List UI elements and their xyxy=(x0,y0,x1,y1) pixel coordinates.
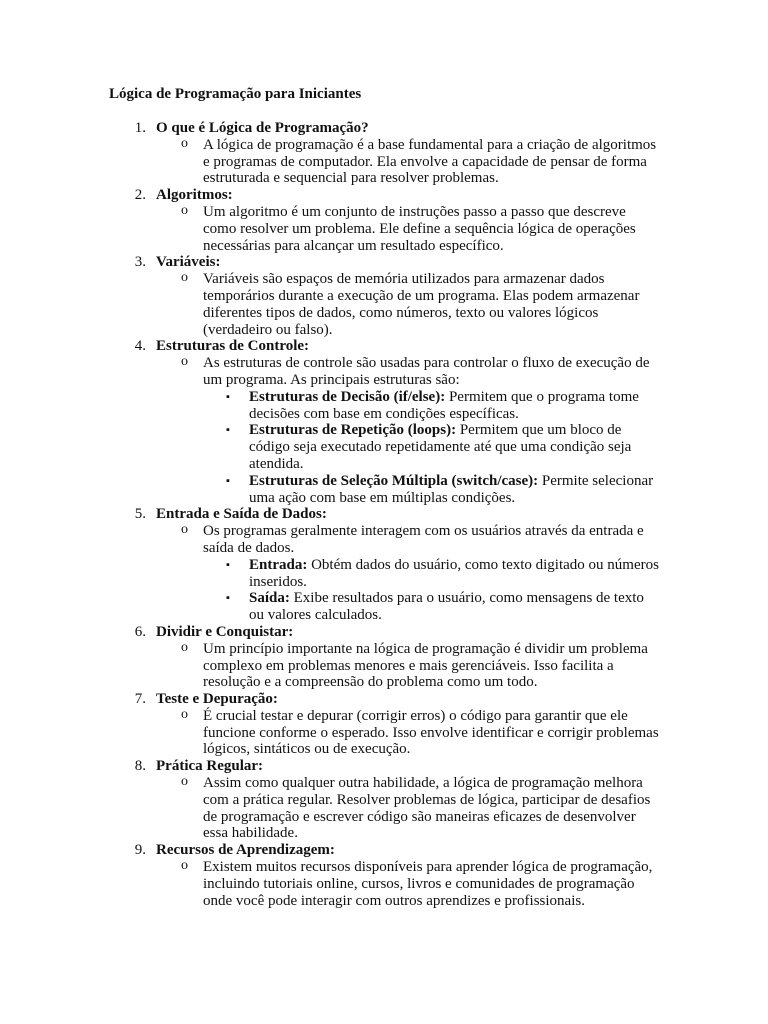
section-number: 8. xyxy=(134,758,146,775)
square-bullet-icon: ▪ xyxy=(226,558,230,571)
paragraph-text: A lógica de programação é a base fundamental para a criação de algoritmos e programas de computador. Ela envolve a capacidade de pensar de forma estruturada e sequencial para resolver problemas. xyxy=(203,136,657,187)
section-title: Dividir e Conquistar: xyxy=(156,623,294,640)
nested-item-description: Obtém dados do usuário, como texto digitado ou números inseridos. xyxy=(249,556,659,590)
paragraph-text: Existem muitos recursos disponíveis para aprender lógica de programação, incluindo tutoriais online, cursos, livros e comunidades de programação onde você pode interagir com outros aprendizes e profissionais. xyxy=(203,859,653,909)
circle-bullet-icon: o xyxy=(181,774,188,790)
square-bullet-icon: ▪ xyxy=(226,390,230,403)
paragraph-text: É crucial testar e depurar (corrigir erros) o código para garantir que ele funcione conforme o esperado. Isso envolve identificar e corrigir problemas lógicos, sintáticos ou de execução. xyxy=(203,707,659,758)
section-heading xyxy=(0,120,768,137)
circle-bullet-icon: o xyxy=(181,135,188,151)
list-item xyxy=(0,120,768,187)
nested-item-description: Exibe resultados para o usuário, como mensagens de texto ou valores calculados. xyxy=(249,590,644,624)
nested-list-item xyxy=(0,389,768,423)
circle-bullet-icon: o xyxy=(181,202,188,218)
section-heading xyxy=(0,624,768,641)
section-heading xyxy=(0,842,768,859)
section-title: O que é Lógica de Programação? xyxy=(156,120,369,136)
paragraph-text: Um princípio importante na lógica de programação é dividir um problema complexo em problemas menores e mais gerenciáveis. Isso facilita a resolução e a compreensão do problema como um todo. xyxy=(203,640,648,691)
section-number: 4. xyxy=(134,338,146,355)
nested-item-text xyxy=(249,557,661,591)
circle-bullet-icon: o xyxy=(181,522,188,538)
sub-list-item xyxy=(0,523,768,557)
sub-list-item xyxy=(0,708,768,758)
nested-item-text xyxy=(249,422,661,472)
sub-list-item xyxy=(0,355,768,389)
paragraph-text: Assim como qualquer outra habilidade, a lógica de programação melhora com a prática regular. Resolver problemas de lógica, participar de desafios de programação e escrever código são maneiras eficazes de desenvolver essa habilidade. xyxy=(203,775,651,842)
nested-list-item xyxy=(0,473,768,507)
list-item xyxy=(0,842,768,909)
section-number: 1. xyxy=(134,120,146,136)
paragraph-text: As estruturas de controle são usadas para controlar o fluxo de execução de um programa. As principais estruturas são: xyxy=(203,355,650,388)
sub-list-item xyxy=(0,137,768,187)
section-title: Prática Regular: xyxy=(156,758,264,775)
nested-item-text xyxy=(249,473,661,507)
page-title: Lógica de Programação para Iniciantes xyxy=(109,86,362,102)
sub-list-item xyxy=(0,204,768,254)
nested-item-description: Permite selecionar uma ação com base em múltiplas condições. xyxy=(249,472,654,506)
circle-bullet-icon: o xyxy=(181,858,188,874)
circle-bullet-icon: o xyxy=(181,270,188,286)
section-number: 5. xyxy=(134,506,146,523)
section-title: Estruturas de Controle: xyxy=(156,338,310,355)
section-title: Variáveis: xyxy=(156,254,221,271)
nested-item-term: Saída: xyxy=(249,590,290,607)
list-item xyxy=(0,691,768,758)
sub-list-item xyxy=(0,859,768,909)
nested-list-item xyxy=(0,557,768,591)
section-number: 3. xyxy=(134,254,146,271)
section-heading xyxy=(0,187,768,204)
sub-list-item xyxy=(0,641,768,691)
nested-item-term: Estruturas de Repetição (loops): xyxy=(249,422,457,439)
nested-item-term: Estruturas de Seleção Múltipla (switch/case): xyxy=(249,472,539,489)
nested-item-description: Permitem que um bloco de código seja executado repetidamente até que uma condição seja atendida. xyxy=(249,422,632,472)
section-list xyxy=(0,120,768,909)
list-item xyxy=(0,187,768,254)
square-bullet-icon: ▪ xyxy=(226,592,230,605)
section-number: 6. xyxy=(134,623,146,640)
section-heading xyxy=(0,506,768,523)
section-heading xyxy=(0,338,768,355)
list-item xyxy=(0,758,768,842)
nested-list-item xyxy=(0,422,768,472)
square-bullet-icon: ▪ xyxy=(226,424,230,437)
section-heading xyxy=(0,758,768,775)
section-number: 7. xyxy=(134,691,146,708)
section-title: Entrada e Saída de Dados: xyxy=(156,506,327,523)
nested-item-term: Estruturas de Decisão (if/else): xyxy=(249,388,446,405)
nested-item-description: Permitem que o programa tome decisões com base em condições específicas. xyxy=(249,388,639,422)
section-heading xyxy=(0,254,768,271)
nested-item-text xyxy=(249,389,661,423)
section-title: Teste e Depuração: xyxy=(156,691,278,708)
paragraph-text: Os programas geralmente interagem com os usuários através da entrada e saída de dados. xyxy=(203,523,644,556)
sub-list-item xyxy=(0,271,768,338)
circle-bullet-icon: o xyxy=(181,706,188,722)
section-number: 9. xyxy=(134,842,146,859)
list-item xyxy=(0,254,768,338)
list-item xyxy=(0,624,768,691)
list-item xyxy=(0,338,768,506)
circle-bullet-icon: o xyxy=(181,639,188,655)
sub-list-item xyxy=(0,775,768,842)
section-title: Recursos de Aprendizagem: xyxy=(156,842,335,859)
paragraph-text: Um algoritmo é um conjunto de instruções passo a passo que descreve como resolver um problema. Ele define a sequência lógica de operações necessárias para alcançar um resultado específico. xyxy=(203,203,636,254)
section-heading xyxy=(0,691,768,708)
nested-item-term: Entrada: xyxy=(249,556,308,573)
circle-bullet-icon: o xyxy=(181,354,188,370)
section-number: 2. xyxy=(134,187,146,204)
nested-item-text xyxy=(249,590,661,624)
paragraph-text: Variáveis são espaços de memória utilizados para armazenar dados temporários durante a execução de um programa. Elas podem armazenar diferentes tipos de dados, como números, texto ou valores lógicos (verdadeiro ou falso). xyxy=(203,271,640,338)
square-bullet-icon: ▪ xyxy=(226,474,230,487)
list-item xyxy=(0,506,768,624)
nested-list-item xyxy=(0,590,768,624)
section-title: Algoritmos: xyxy=(156,187,233,204)
